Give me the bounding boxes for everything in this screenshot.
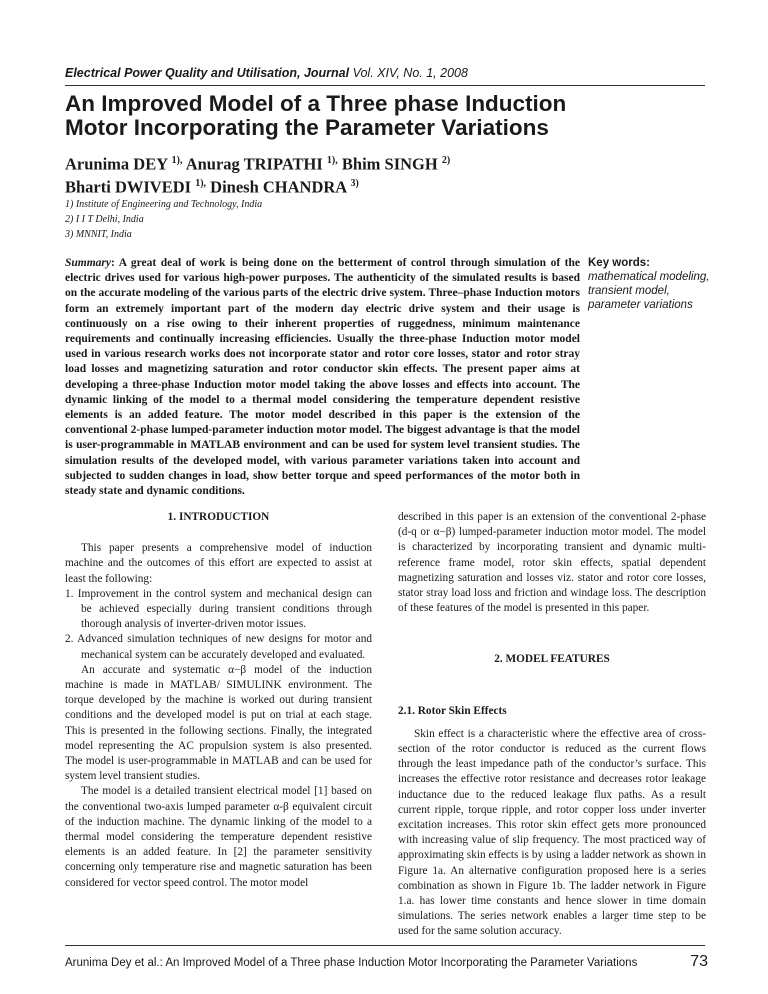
page-number: 73 bbox=[690, 953, 708, 970]
paragraph: An accurate and systematic α−β model of the induction machine is made in MATLAB/ SIMULINK environment. The torque developed by the machine is worked out during transient conditions and the developed model is put on trial at each stage. This is presented in the following sections. Finally, the integrated model representing the AC propulsion system is also presented. The model is user-programmable in MATLAB and can be used for system level transient studies. bbox=[65, 663, 372, 783]
keyword: transient model, bbox=[588, 285, 670, 297]
affiliation: 2) I I T Delhi, India bbox=[65, 214, 144, 225]
author-name: Dinesh CHANDRA bbox=[210, 177, 347, 196]
keyword: mathematical modeling, bbox=[588, 271, 710, 283]
keywords-box bbox=[588, 256, 718, 312]
section-heading-introduction: 1. INTRODUCTION bbox=[167, 511, 270, 523]
abstract-text: : A great deal of work is being done on the betterment of control through simulation of the electric drives used for various high-power purposes. The authenticity of the simulated results is based on the accurate modeling of the various parts of the electric drive system. Three–phase Induction motors form an extremely important part of the modern day electric drive system and their usage is continuously on a rise owing to their inherent properties of ruggedness, minimum maintenance requirements and continually increasing efficiencies. Usually the three-phase Induction motor model used in various research works does not incorporate stator and rotor core losses, stator and rotor stray load losses and magnetizing saturation and rotor conductor skin effects. The present paper aims at developing a three-phase Induction motor model taking the above losses and effects into account. The dynamic linking of the model to a thermal model considering the temperature dependent resistive elements is an added feature. The motor model described in this paper is the extension of the conventional 2-phase lumped-parameter induction motor model. The biggest advantage is that the model is user-programmable in MATLAB environment and can be used for system level transient studies. The simulation results of the developed model, with various parameter variations taken into account and subjected to sudden changes in load, show better torque and speed performances of the motor both in steady state and dynamic conditions. bbox=[65, 257, 580, 498]
author-affil-ref: 1), bbox=[171, 155, 183, 166]
affiliation: 3) MNNIT, India bbox=[65, 229, 132, 240]
author-name: Arunima DEY bbox=[65, 154, 168, 174]
list-item: 2. Advanced simulation techniques of new designs for motor and mechanical system can be accurately developed and evaluated. bbox=[65, 633, 372, 661]
journal-header bbox=[65, 66, 468, 80]
footer-rule bbox=[65, 945, 705, 946]
author-name: Anurag TRIPATHI bbox=[185, 154, 323, 174]
author-list bbox=[65, 151, 450, 196]
author-affil-ref: 1), bbox=[195, 177, 207, 189]
author-line-1 bbox=[65, 151, 450, 174]
affiliation: 1) Institute of Engineering and Technology, India bbox=[65, 199, 263, 210]
paragraph: The model is a detailed transient electrical model [1] based on the conventional two-axis lumped parameter α-β equivalent circuit of the induction machine. The dynamic linking of the model to a thermal model considering the temperature dependent resistive elements is an added feature. In [2] the parameter sensitivity concerning only temperature rise and magnetic saturation has been considered for vector speed control. The motor model bbox=[65, 785, 372, 889]
affiliation-list bbox=[65, 197, 262, 242]
author-affil-ref: 3) bbox=[350, 177, 359, 189]
author-name: Bhim SINGH bbox=[341, 154, 438, 174]
abstract-label: Summary bbox=[65, 257, 112, 269]
left-column bbox=[65, 510, 372, 891]
journal-volume: Vol. XIV, No. 1, 2008 bbox=[352, 66, 468, 80]
header-rule bbox=[65, 85, 705, 86]
author-affil-ref: 1), bbox=[326, 155, 338, 166]
author-line-2 bbox=[65, 174, 450, 197]
paragraph: This paper presents a comprehensive model of induction machine and the outcomes of this effort are expected to assist at least the following: bbox=[65, 542, 372, 585]
paragraph: Skin effect is a characteristic where the effective area of cross-section of the rotor conductor is reduced as the current flows through the least impedance path of the conductor’s surface. This increases the effective rotor resistance and decreases rotor leakage inductance due to the reduced leakage flux paths. As a result current ripple, torque ripple, and rotor copper loss under inverter excitation increases. This rotor skin effect gets more pronounced with increasing value of slip frequency. The most practiced way of approximating skin effects is by using a ladder network as shown in Figure 1a. An alternative configuration proposed here is a series combination as shown in Figure 1b. The ladder network in Figure 1.a. has lower time constants and hence slower in time domain simulations. The series network enables a larger time step to be used for the same solution accuracy. bbox=[398, 727, 706, 938]
paragraph: described in this paper is an extension of the conventional 2-phase (d-q or α−β) lumped-parameter induction motor model. The model is characterized by incorporating transient and dynamic multi-reference frame model, rotor skin effects, spatial dependent magnetizing saturation and losses viz. stator and rotor core losses, stator stray load loss and friction and windage loss. The description of these features of the model is presented in this paper. bbox=[398, 511, 706, 615]
keywords-heading: Key words: bbox=[588, 257, 650, 269]
right-column bbox=[398, 510, 706, 940]
paper-title: An Improved Model of a Three phase Induction Motor Incorporating the Parameter Variations bbox=[65, 91, 567, 140]
subsection-heading-rotor-skin-effects: 2.1. Rotor Skin Effects bbox=[398, 704, 507, 717]
keyword: parameter variations bbox=[588, 299, 693, 311]
list-item: 1. Improvement in the control system and mechanical design can be achieved especially during transient conditions through thorough analysis of inverter-driven motor issues. bbox=[65, 587, 372, 631]
footer-running-title: Arunima Dey et al.: An Improved Model of a Three phase Induction Motor Incorporating the Parameter Variations bbox=[65, 957, 638, 969]
abstract bbox=[65, 256, 580, 499]
journal-name: Electrical Power Quality and Utilisation, Journal bbox=[65, 66, 350, 80]
author-affil-ref: 2) bbox=[441, 155, 451, 166]
section-heading-model-features: 2. MODEL FEATURES bbox=[494, 653, 610, 666]
author-name: Bharti DWIVEDI bbox=[65, 177, 192, 196]
